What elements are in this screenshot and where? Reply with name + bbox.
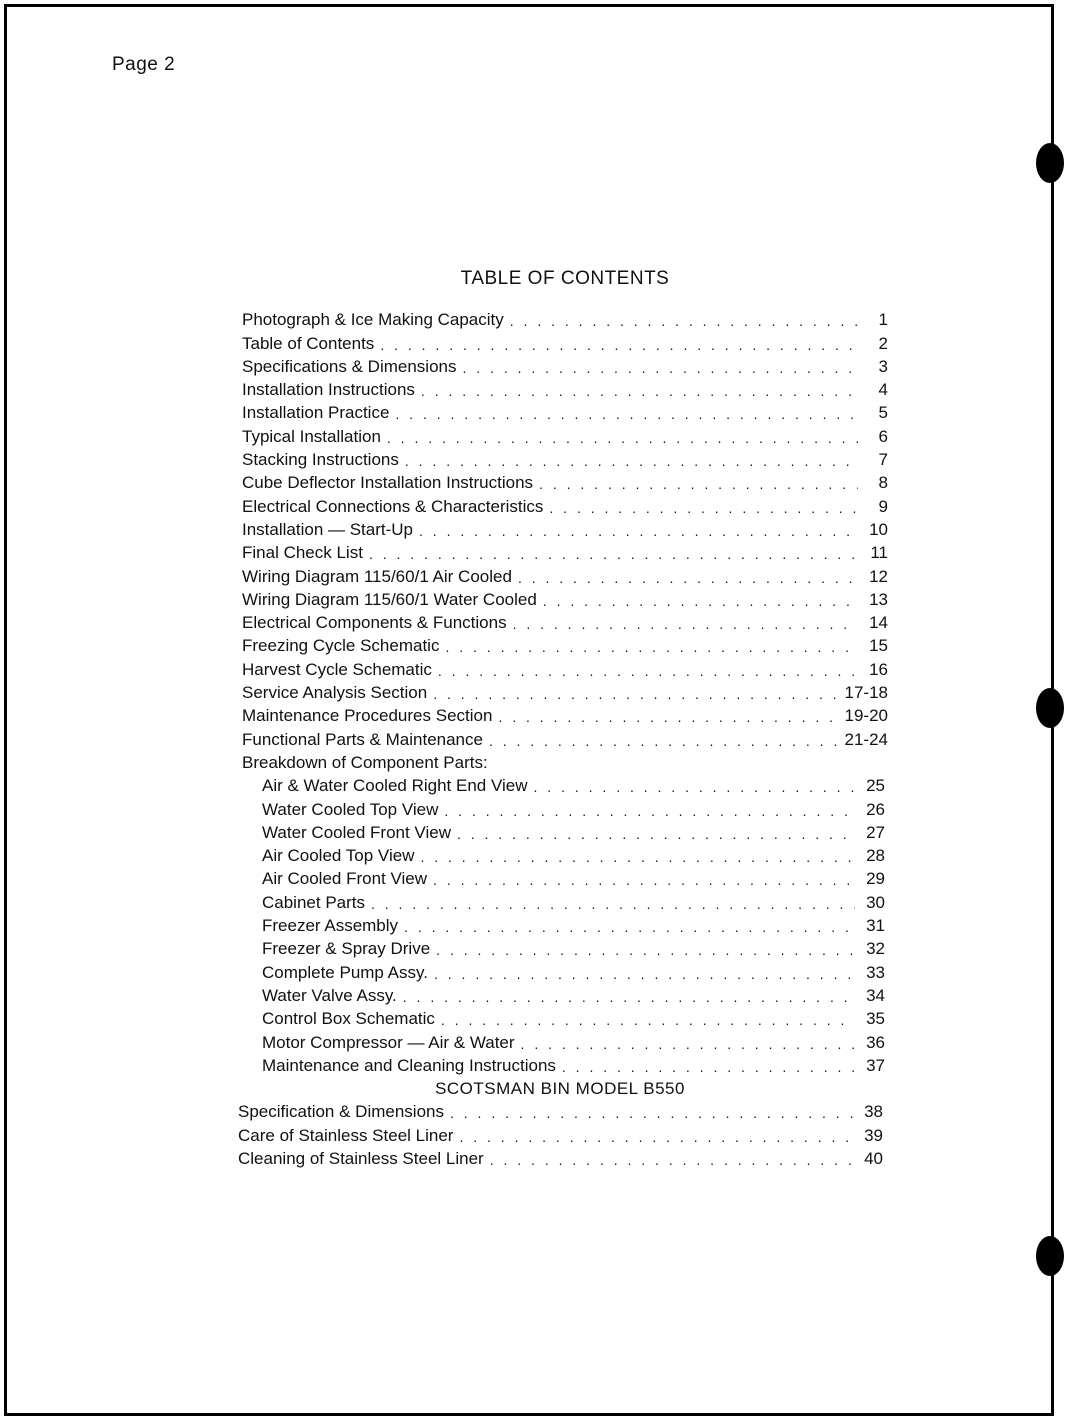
toc-entry[interactable] xyxy=(0,1006,885,1029)
toc-entry-page: 11 xyxy=(870,543,888,563)
toc-entry-page: 17-18 xyxy=(844,683,888,703)
toc-entry[interactable] xyxy=(0,307,888,330)
toc-entry-label: Freezer & Spray Drive xyxy=(262,939,431,959)
dot-leader xyxy=(433,686,838,703)
toc-entry-label: Stacking Instructions xyxy=(242,450,399,470)
toc-entry-page: 35 xyxy=(866,1009,885,1029)
toc-entry-page: 19-20 xyxy=(844,706,888,726)
dot-leader xyxy=(395,406,858,423)
toc-entry-label: Functional Parts & Maintenance xyxy=(242,729,483,749)
dot-leader xyxy=(450,1105,853,1122)
toc-entry[interactable] xyxy=(0,796,885,819)
toc-entry-page: 4 xyxy=(878,380,888,400)
toc-entry[interactable] xyxy=(0,703,888,726)
dot-leader xyxy=(521,1036,855,1053)
toc-entry-label: Water Cooled Top View xyxy=(262,799,439,819)
toc-entry-page: 37 xyxy=(866,1055,885,1075)
toc-entry-page: 3 xyxy=(878,356,888,376)
toc-entry[interactable] xyxy=(0,493,888,516)
toc-entry-page: 9 xyxy=(878,496,888,516)
dot-leader xyxy=(518,570,858,587)
toc-entry-label: Motor Compressor — Air & Water xyxy=(262,1032,515,1052)
toc-entry-page: 28 xyxy=(866,846,885,866)
toc-entry-page: 12 xyxy=(869,566,888,586)
dot-leader xyxy=(549,500,858,517)
toc-title: TABLE OF CONTENTS xyxy=(460,268,670,289)
toc-entry-page: 8 xyxy=(878,473,888,493)
dot-leader xyxy=(420,849,855,866)
dot-leader xyxy=(405,453,858,470)
toc-entry[interactable] xyxy=(0,354,888,377)
toc-entry[interactable] xyxy=(0,773,885,796)
dot-leader xyxy=(539,476,858,493)
dot-leader xyxy=(438,663,858,680)
toc-entry-label: Service Analysis Section xyxy=(242,683,428,703)
toc-entry-page: 30 xyxy=(866,892,885,912)
dot-leader xyxy=(380,337,858,354)
toc-entry[interactable] xyxy=(0,1146,883,1169)
toc-entry-label: Specification & Dimensions xyxy=(238,1102,444,1122)
dot-leader xyxy=(387,430,858,447)
dot-leader xyxy=(371,896,855,913)
dot-leader xyxy=(403,989,855,1006)
dot-leader xyxy=(489,733,839,750)
toc-entry-page: 1 xyxy=(878,310,888,330)
toc-entry[interactable] xyxy=(0,587,888,610)
dot-leader xyxy=(459,1129,853,1146)
toc-entry-label: Maintenance Procedures Section xyxy=(242,706,493,726)
dot-leader xyxy=(436,942,855,959)
toc-entry-page: 25 xyxy=(866,776,885,796)
toc-entry-label: Cabinet Parts xyxy=(262,892,365,912)
dot-leader xyxy=(404,919,855,936)
toc-main-list xyxy=(0,307,1065,750)
toc-entry-label: Wiring Diagram 115/60/1 Air Cooled xyxy=(242,566,512,586)
dot-leader xyxy=(510,313,858,330)
punch-hole-bottom xyxy=(1036,1236,1064,1276)
table-of-contents xyxy=(0,307,1065,1169)
toc-entry-page: 27 xyxy=(866,822,885,842)
toc-entry[interactable] xyxy=(0,913,885,936)
toc-entry-label: Specifications & Dimensions xyxy=(242,356,457,376)
toc-entry-label: Water Cooled Front View xyxy=(262,822,451,842)
toc-entry-label: Harvest Cycle Schematic xyxy=(242,659,432,679)
toc-entry[interactable] xyxy=(0,377,888,400)
toc-entry-label: Maintenance and Cleaning Instructions xyxy=(262,1055,556,1075)
toc-entry-label: Control Box Schematic xyxy=(262,1009,435,1029)
toc-entry-page: 29 xyxy=(866,869,885,889)
toc-entry-label: Cleaning of Stainless Steel Liner xyxy=(238,1148,484,1168)
toc-bin-list xyxy=(0,1099,1065,1169)
toc-entry-page: 26 xyxy=(866,799,885,819)
toc-entry[interactable] xyxy=(0,400,888,423)
dot-leader xyxy=(543,593,858,610)
toc-entry-page: 2 xyxy=(878,333,888,353)
toc-entry-page: 39 xyxy=(864,1125,883,1145)
page-number-label: Page 2 xyxy=(112,54,176,75)
toc-entry-label: Air Cooled Top View xyxy=(262,846,415,866)
toc-entry[interactable] xyxy=(0,983,885,1006)
toc-entry[interactable] xyxy=(0,330,888,353)
toc-entry[interactable] xyxy=(0,470,888,493)
toc-entry-page: 15 xyxy=(869,636,888,656)
toc-entry-label: Installation Practice xyxy=(242,403,390,423)
dot-leader xyxy=(369,546,858,563)
toc-entry-page: 40 xyxy=(864,1148,883,1168)
toc-entry[interactable] xyxy=(0,843,885,866)
toc-entry-label: Air & Water Cooled Right End View xyxy=(262,776,528,796)
toc-entry-page: 14 xyxy=(869,613,888,633)
toc-entry[interactable] xyxy=(0,656,888,679)
toc-entry[interactable] xyxy=(0,1099,883,1122)
toc-entry[interactable] xyxy=(0,1122,883,1145)
toc-entry[interactable] xyxy=(0,633,888,656)
toc-entry[interactable] xyxy=(0,866,885,889)
punch-hole-top xyxy=(1036,143,1064,183)
toc-entry-label: Water Valve Assy. xyxy=(262,985,397,1005)
toc-entry[interactable] xyxy=(0,680,888,703)
toc-entry[interactable] xyxy=(0,423,888,446)
toc-entry-label: Photograph & Ice Making Capacity xyxy=(242,310,504,330)
toc-entry-label: Cube Deflector Installation Instructions xyxy=(242,473,534,493)
dot-leader xyxy=(433,872,855,889)
toc-entry[interactable] xyxy=(0,936,885,959)
toc-entry-page: 16 xyxy=(869,659,888,679)
toc-entry-label: Final Check List xyxy=(242,543,363,563)
toc-entry[interactable] xyxy=(0,517,888,540)
toc-entry-label: Wiring Diagram 115/60/1 Water Cooled xyxy=(242,589,537,609)
dot-leader xyxy=(534,779,855,796)
dot-leader xyxy=(513,616,858,633)
toc-entry[interactable] xyxy=(0,610,888,633)
dot-leader xyxy=(421,383,858,400)
dot-leader xyxy=(457,826,855,843)
toc-entry-page: 36 xyxy=(866,1032,885,1052)
toc-entry-label: Table of Contents xyxy=(242,333,375,353)
toc-entry-page: 31 xyxy=(866,916,885,936)
dot-leader xyxy=(462,360,858,377)
toc-entry[interactable] xyxy=(0,540,888,563)
dot-leader xyxy=(490,1152,853,1169)
dot-leader xyxy=(444,803,855,820)
bin-section-heading: SCOTSMAN BIN MODEL B550 xyxy=(435,1079,685,1099)
toc-entry[interactable] xyxy=(0,1029,885,1052)
toc-entry-page: 7 xyxy=(878,450,888,470)
toc-entry-label: Air Cooled Front View xyxy=(262,869,428,889)
toc-entry-label: Freezing Cycle Schematic xyxy=(242,636,440,656)
toc-entry[interactable] xyxy=(0,959,885,982)
toc-entry-page: 33 xyxy=(866,962,885,982)
toc-entry-page: 32 xyxy=(866,939,885,959)
dot-leader xyxy=(445,639,858,656)
toc-entry-label: Electrical Connections & Characteristics xyxy=(242,496,544,516)
dot-leader xyxy=(434,966,855,983)
toc-entry[interactable] xyxy=(0,1053,885,1076)
toc-entry-page: 13 xyxy=(869,589,888,609)
toc-entry-page: 5 xyxy=(878,403,888,423)
toc-entry-page: 6 xyxy=(878,426,888,446)
toc-entry-label: Care of Stainless Steel Liner xyxy=(238,1125,454,1145)
dot-leader xyxy=(419,523,858,540)
toc-entry[interactable] xyxy=(0,820,885,843)
toc-entry-label: Electrical Components & Functions xyxy=(242,613,507,633)
dot-leader xyxy=(498,709,838,726)
toc-entry-label: Complete Pump Assy. xyxy=(262,962,428,982)
toc-entry[interactable] xyxy=(0,726,888,749)
toc-breakdown-list xyxy=(0,773,1065,1076)
toc-entry-label: Installation Instructions xyxy=(242,380,415,400)
toc-entry[interactable] xyxy=(0,889,885,912)
toc-entry-page: 34 xyxy=(866,985,885,1005)
dot-leader xyxy=(441,1012,855,1029)
toc-entry[interactable] xyxy=(0,563,888,586)
toc-entry-label: Typical Installation xyxy=(242,426,381,446)
dot-leader xyxy=(562,1059,855,1076)
toc-entry-label: Freezer Assembly xyxy=(262,916,399,936)
toc-entry[interactable] xyxy=(0,447,888,470)
toc-entry-page: 38 xyxy=(864,1102,883,1122)
breakdown-heading: Breakdown of Component Parts: xyxy=(242,752,488,772)
toc-entry-label: Installation — Start-Up xyxy=(242,519,414,539)
toc-entry-page: 10 xyxy=(869,519,888,539)
toc-entry-page: 21-24 xyxy=(844,729,888,749)
